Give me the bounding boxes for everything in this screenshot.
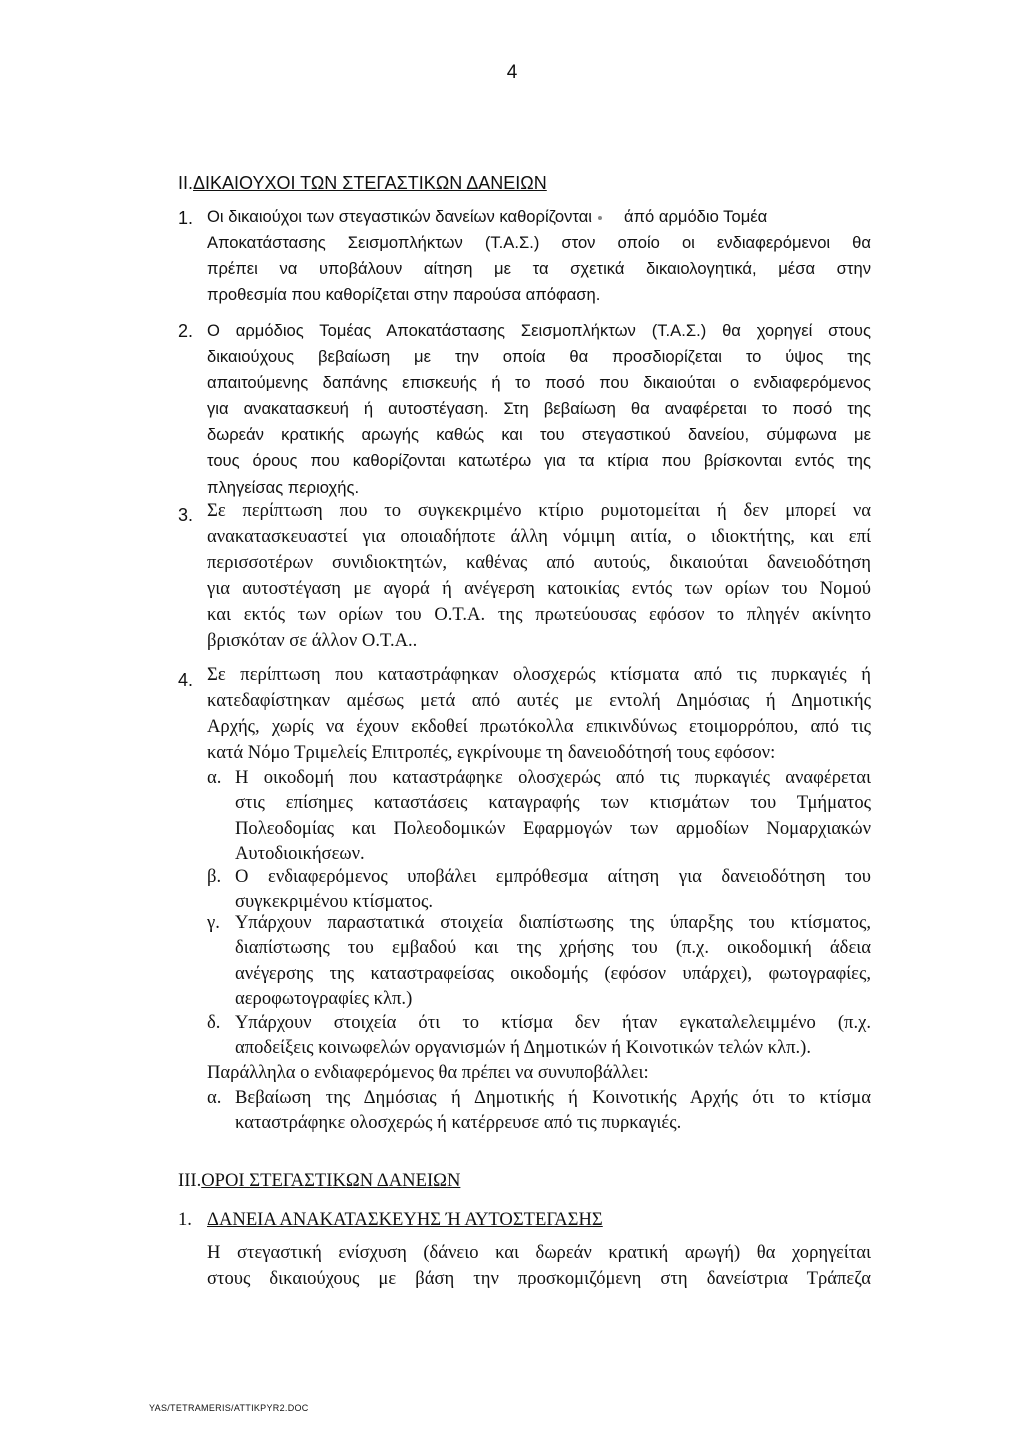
footer-filename: YAS/TETRAMERIS/ATTIKPYR2.DOC	[149, 1403, 309, 1413]
text-line: συγκεκριμένου κτίσματος.	[235, 891, 433, 913]
section-2-number: II.	[178, 173, 194, 193]
item-3-paragraph	[207, 498, 871, 655]
text-line: Αποκατάστασης Σεισμοπλήκτων (Τ.Α.Σ.) στον οποίο οι ενδιαφερόμενοι θα	[207, 233, 871, 253]
text-line: Σε περίπτωση που το συγκεκριμένο κτίριο ρυμοτομείται ή δεν μπορεί να	[207, 500, 871, 521]
item-2-number: 2.	[178, 321, 194, 341]
item-4-number: 4.	[178, 670, 194, 690]
sub-item-label: α.	[207, 767, 222, 788]
text-line: Πολεοδομίας και Πολεοδομικών Εφαρμογών των αρμοδίων Νομαρχιακών	[235, 817, 871, 839]
section-3-number: III.	[178, 1170, 202, 1191]
item-2-paragraph	[207, 318, 871, 501]
sub-item-label: δ.	[207, 1012, 221, 1033]
text-line: προθεσμία που καθορίζεται στην παρούσα απόφαση.	[207, 285, 601, 305]
text-line: δικαιούχους βεβαίωση με την οποία θα προσδιορίζεται το ύψος της	[207, 347, 871, 367]
text-line: βρισκόταν σε άλλον Ο.Τ.Α..	[207, 630, 418, 652]
text-line: Υπάρχουν στοιχεία ότι το κτίσμα δεν ήταν εγκαταλελειμμένο (π.χ.	[235, 1012, 871, 1033]
section-2-title: ΔΙΚΑΙΟΥΧΟΙ ΤΩΝ ΣΤΕΓΑΣΤΙΚΩΝ ΔΑΝΕΙΩΝ	[193, 173, 547, 193]
bullet-mark	[598, 216, 602, 220]
text-line: ανέγερσης της καταστραφείσας οικοδομής (εφόσον υπάρχει), φωτογραφίες,	[235, 962, 871, 984]
text-line: αποδείξεις κοινωφελών οργανισμών ή Δημοτικών ή Κοινοτικών τελών κλπ.).	[235, 1037, 811, 1059]
text-line: καταστράφηκε ολοσχερώς ή κατέρρευσε από τις πυρκαγιές.	[235, 1112, 682, 1134]
text-line: στους δικαιούχους με βάση την προσκομιζόμενη στη δανείστρια Τράπεζα	[207, 1268, 871, 1290]
text-line: πληγείσας περιοχής.	[207, 477, 360, 497]
text-line: Βεβαίωση της Δημόσιας ή Δημοτικής ή Κοινοτικής Αρχής ότι το κτίσμα	[235, 1087, 871, 1108]
section-2-heading	[178, 173, 547, 194]
text-line: για ανακατασκευή ή αυτοστέγαση. Στη βεβαίωση θα αναφέρεται το ποσό της	[207, 399, 871, 419]
item-3-number: 3.	[178, 505, 194, 525]
text-line: Υπάρχουν παραστατικά στοιχεία διαπίστωσης της ύπαρξης του κτίσματος,	[235, 912, 871, 933]
item-1-first-line: Οι δικαιούχοι των στεγαστικών δανείων καθορίζονται άπό αρμόδιο Τομέα	[207, 207, 768, 226]
sub-item-label: γ.	[207, 912, 220, 933]
text-line: κατεδαφίστηκαν αμέσως μετά από αυτές με εντολή Δημόσιας ή Δημοτικής	[207, 690, 871, 712]
text-line: Η στεγαστική ενίσχυση (δάνειο και δωρεάν κρατική αρωγή) θα χορηγείται	[207, 1242, 871, 1263]
text-line: απαιτούμενης δαπάνης επισκευής ή το ποσό που δικαιούται ο ενδιαφερόμενος	[207, 373, 871, 393]
section-3-item-1-title: ΔΑΝΕΙΑ ΑΝΑΚΑΤΑΣΚΕΥΗΣ Ή ΑΥΤΟΣΤΕΓΑΣΗΣ	[207, 1209, 603, 1230]
item-1-number: 1.	[178, 208, 194, 228]
section-3-item-1-paragraph	[207, 1240, 871, 1292]
section-3-title: ΟΡΟΙ ΣΤΕΓΑΣΤΙΚΩΝ ΔΑΝΕΙΩΝ	[201, 1170, 461, 1191]
text-line: Σε περίπτωση που καταστράφηκαν ολοσχερώς κτίσματα από τις πυρκαγιές ή	[207, 664, 871, 685]
page-number: 4	[506, 62, 518, 83]
text-line: στις επίσημες καταστάσεις καταγραφής των κτισμάτων του Τμήματος	[235, 792, 871, 814]
section-3-item-1-number: 1.	[178, 1209, 192, 1230]
item-4-intro	[207, 662, 871, 766]
text-line: Αυτοδιοικήσεων.	[235, 842, 365, 864]
text-line: διαπίστωσης του εμβαδού και της χρήσης του (π.χ. οικοδομική άδεια	[235, 937, 871, 959]
text-line: κατά Νόμο Τριμελείς Επιτροπές, εγκρίνουμε τη δανειοδότησή τους εφόσον:	[207, 742, 776, 764]
text-line: Η οικοδομή που καταστράφηκε ολοσχερώς από τις πυρκαγιές αναφέρεται	[235, 767, 871, 788]
sub-item-label: β.	[207, 866, 222, 887]
text-line: δωρεάν κρατικής αρωγής καθώς και του στεγαστικού δανείου, σύμφωνα με	[207, 425, 871, 445]
text-line: και εκτός των ορίων του Ο.Τ.Α. της πρωτεύουσας εφόσον το πληγέν ακίνητο	[207, 604, 871, 626]
sub-item-label: α.	[207, 1087, 222, 1108]
text-line: ανακατασκευαστεί για οποιαδήποτε άλλη νόμιμη αιτία, ο ιδιοκτήτης, και επί	[207, 526, 871, 548]
text-line: περισσοτέρων συνιδιοκτητών, καθένας από αυτούς, δικαιούται δανειοδότηση	[207, 552, 871, 574]
text-line: πρέπει να υποβάλουν αίτηση με τα σχετικά δικαιολογητικά, μέσα στην	[207, 259, 871, 279]
section-3-heading	[178, 1170, 460, 1192]
text-line: αεροφωτογραφίες κλπ.)	[235, 987, 413, 1009]
text-line: για αυτοστέγαση με αγορά ή ανέγερση κατοικίας εντός των ορίων του Νομού	[207, 578, 871, 600]
text-line: Αρχής, χωρίς να έχουν εκδοθεί πρωτόκολλα επικινδύνως ετοιμορρόπου, από τις	[207, 716, 871, 738]
parallel-note: Παράλληλα ο ενδιαφερόμενος θα πρέπει να συνυποβάλλει:	[207, 1062, 649, 1083]
text-line: Ο ενδιαφερόμενος υποβάλει εμπρόθεσμα αίτηση για δανειοδότηση του	[235, 866, 871, 887]
item-1-paragraph	[207, 204, 871, 308]
text-line: τους όρους που καθορίζονται κατωτέρω για τα κτίρια που βρίσκονται εντός της	[207, 451, 871, 471]
text-line: Ο αρμόδιος Τομέας Αποκατάστασης Σεισμοπλήκτων (Τ.Α.Σ.) θα χορηγεί στους	[207, 321, 871, 340]
